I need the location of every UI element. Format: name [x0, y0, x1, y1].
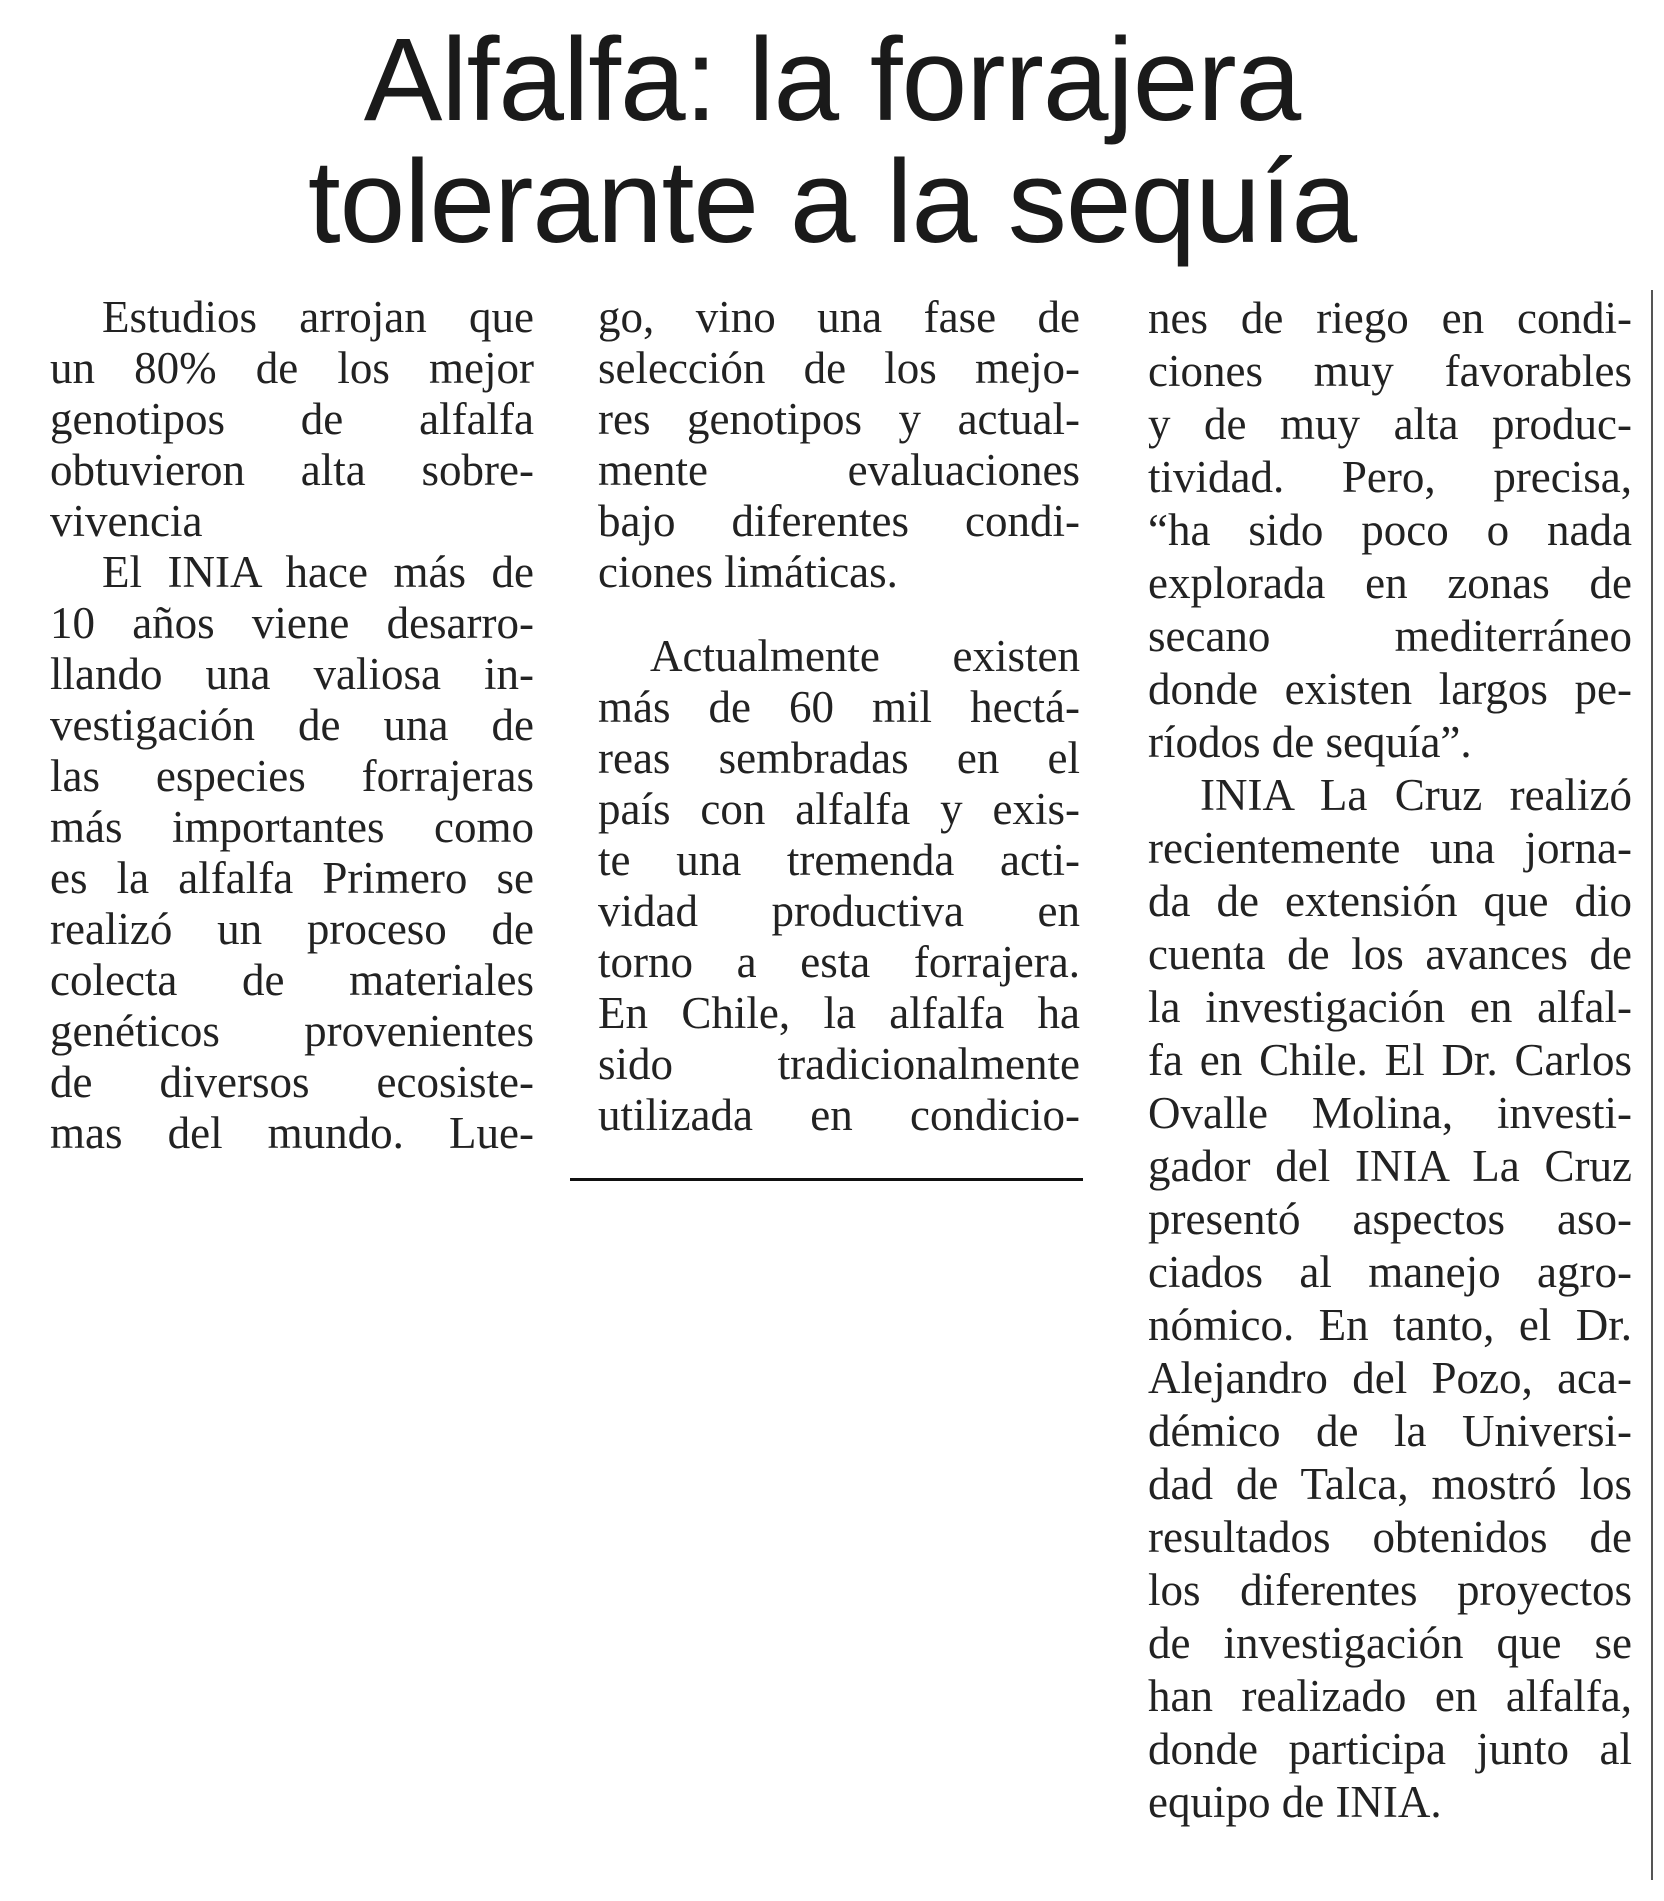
text-line: selección de los mejo- — [598, 343, 1080, 393]
text-line: 10 años viene desarro- — [50, 598, 534, 648]
text-line: Alejandro del Pozo, aca- — [1148, 1353, 1632, 1403]
text-line: sido tradicionalmente — [598, 1039, 1080, 1089]
paragraph-gap — [598, 598, 1080, 631]
text-line: obtuvieron alta sobre- — [50, 445, 534, 495]
text-line: dad de Talca, mostró los — [1148, 1459, 1632, 1509]
text-line: país con alfalfa y exis- — [598, 784, 1080, 834]
text-line: vestigación de una de — [50, 700, 534, 750]
text-line: han realizado en alfalfa, — [1148, 1671, 1632, 1721]
text-line: más importantes como — [50, 802, 534, 852]
text-line: y de muy alta produc- — [1148, 399, 1632, 449]
text-line: genotipos de alfalfa — [50, 394, 534, 444]
text-line: nes de riego en condi- — [1148, 293, 1632, 343]
text-line: reas sembradas en el — [598, 733, 1080, 783]
text-line: genéticos provenientes — [50, 1006, 534, 1056]
text-line: “ha sido poco o nada — [1148, 505, 1632, 555]
text-line: Actualmente existen — [650, 631, 1080, 681]
text-line: explorada en zonas de — [1148, 558, 1632, 608]
text-line: los diferentes proyectos — [1148, 1565, 1632, 1615]
text-line: démico de la Universi- — [1148, 1406, 1632, 1456]
article-column-1 — [50, 292, 534, 1159]
text-line: torno a esta forrajera. — [598, 937, 1080, 987]
text-line: gador del INIA La Cruz — [1148, 1141, 1632, 1191]
text-line: El INIA hace más de — [102, 547, 534, 597]
text-line: colecta de materiales — [50, 955, 534, 1005]
text-line: fa en Chile. El Dr. Carlos — [1148, 1035, 1632, 1085]
page-edge-rule — [1651, 290, 1653, 1880]
text-line: de diversos ecosiste- — [50, 1057, 534, 1107]
text-line: utilizada en condicio- — [598, 1090, 1080, 1140]
text-line: te una tremenda acti- — [598, 835, 1080, 885]
text-line: vivencia — [50, 496, 203, 546]
text-line: realizó un proceso de — [50, 904, 534, 954]
text-line: un 80% de los mejor — [50, 343, 534, 393]
article-column-3 — [1148, 292, 1632, 1829]
text-line: ríodos de sequía”. — [1148, 717, 1472, 767]
text-line: más de 60 mil hectá- — [598, 682, 1080, 732]
article-column-2 — [598, 292, 1080, 1141]
text-line: Estudios arrojan que — [102, 292, 534, 342]
text-line: recientemente una jorna- — [1148, 823, 1632, 873]
text-line: es la alfalfa Primero se — [50, 853, 534, 903]
text-line: resultados obtenidos de — [1148, 1512, 1632, 1562]
text-line: go, vino una fase de — [598, 292, 1080, 342]
text-line: llando una valiosa in- — [50, 649, 534, 699]
text-line: ciones muy favorables — [1148, 346, 1632, 396]
text-line: da de extensión que dio — [1148, 876, 1632, 926]
text-line: bajo diferentes condi- — [598, 496, 1080, 546]
text-line: nómico. En tanto, el Dr. — [1148, 1300, 1632, 1350]
text-line: la investigación en alfal- — [1148, 982, 1632, 1032]
text-line: cuenta de los avances de — [1148, 929, 1632, 979]
headline-line-1: Alfalfa: la forrajera — [363, 14, 1301, 146]
text-line: tividad. Pero, precisa, — [1148, 452, 1632, 502]
text-line: presentó aspectos aso- — [1148, 1194, 1632, 1244]
headline-line-2: tolerante a la sequía — [307, 136, 1357, 268]
text-line: vidad productiva en — [598, 886, 1080, 936]
column-end-rule — [570, 1178, 1083, 1181]
text-line: Ovalle Molina, investi- — [1148, 1088, 1632, 1138]
text-line: ciados al manejo agro- — [1148, 1247, 1632, 1297]
text-line: mas del mundo. Lue- — [50, 1108, 534, 1158]
text-line: donde participa junto al — [1148, 1724, 1632, 1774]
text-line: ciones limáticas. — [598, 547, 898, 597]
text-line: mente evaluaciones — [598, 445, 1080, 495]
text-line: INIA La Cruz realizó — [1200, 770, 1632, 820]
text-line: res genotipos y actual- — [598, 394, 1080, 444]
text-line: En Chile, la alfalfa ha — [598, 988, 1080, 1038]
text-line: equipo de INIA. — [1148, 1777, 1442, 1827]
text-line: de investigación que se — [1148, 1618, 1632, 1668]
text-line: secano mediterráneo — [1148, 611, 1632, 661]
text-line: donde existen largos pe- — [1148, 664, 1632, 714]
text-line: las especies forrajeras — [50, 751, 534, 801]
